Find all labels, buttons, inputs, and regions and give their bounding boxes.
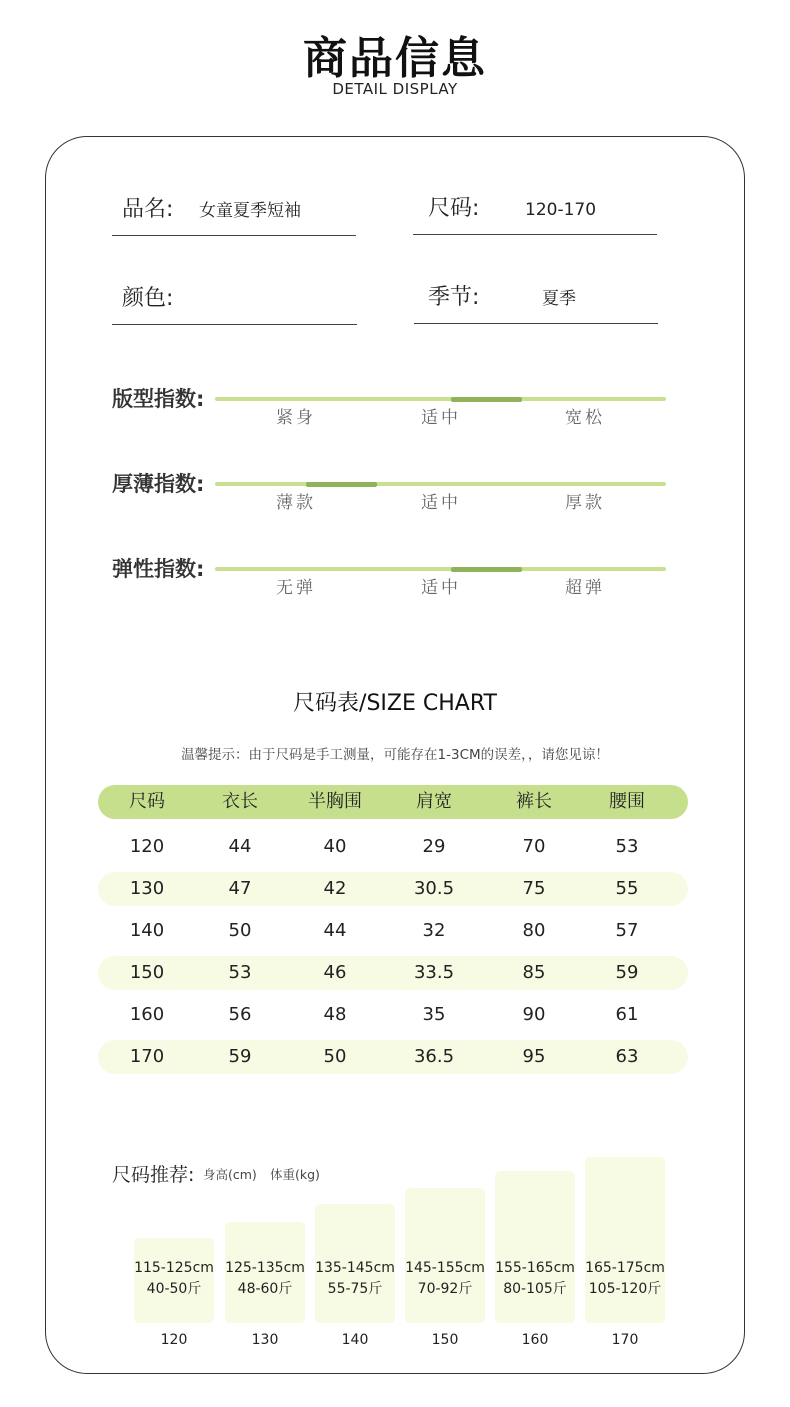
size-table-cell: 85 bbox=[522, 962, 546, 983]
index-label: 弹性指数: bbox=[112, 557, 205, 581]
recommend-weight: 55-75斤 bbox=[327, 1281, 383, 1297]
size-chart-title: 尺码表/SIZE CHART bbox=[293, 691, 497, 716]
size-table-cell: 80 bbox=[522, 920, 546, 941]
index-option: 无弹 bbox=[276, 578, 316, 598]
index-option: 厚款 bbox=[565, 493, 605, 513]
size-table-cell: 40 bbox=[323, 836, 347, 857]
page-title: 商品信息 bbox=[303, 33, 487, 84]
recommend-bar bbox=[495, 1171, 575, 1323]
size-table-cell: 57 bbox=[615, 920, 639, 941]
recommend-size: 160 bbox=[521, 1332, 549, 1348]
field-size-value: 120-170 bbox=[525, 200, 597, 220]
size-chart-note: 温馨提示：由于尺码是手工测量，可能存在1-3CM的误差，，请您见谅！ bbox=[181, 747, 609, 763]
recommend-size: 140 bbox=[341, 1332, 369, 1348]
recommend-height: 135-145cm bbox=[315, 1260, 395, 1276]
recommend-bar-label bbox=[581, 1258, 669, 1300]
recommend-height: 145-155cm bbox=[405, 1260, 485, 1276]
size-table-cell: 59 bbox=[615, 962, 639, 983]
size-table-header-cell: 肩宽 bbox=[416, 791, 452, 812]
size-table-header-cell: 衣长 bbox=[222, 791, 258, 812]
recommend-bar-label bbox=[130, 1258, 218, 1300]
size-table-row bbox=[98, 1040, 688, 1074]
size-table-cell: 53 bbox=[228, 962, 252, 983]
size-table-cell: 150 bbox=[129, 962, 165, 983]
recommend-height: 165-175cm bbox=[585, 1260, 665, 1276]
size-table-cell: 30.5 bbox=[413, 878, 455, 899]
size-table-row bbox=[98, 914, 688, 948]
recommend-bar bbox=[405, 1188, 485, 1323]
recommend-size: 170 bbox=[611, 1332, 639, 1348]
index-option: 适中 bbox=[421, 408, 461, 428]
size-table-header bbox=[98, 785, 688, 819]
recommend-height: 155-165cm bbox=[495, 1260, 575, 1276]
recommend-bar-label bbox=[311, 1258, 399, 1300]
size-table-row bbox=[98, 830, 688, 864]
size-table-cell: 59 bbox=[228, 1046, 252, 1067]
index-label: 厚薄指数: bbox=[112, 472, 205, 496]
size-table-row bbox=[98, 998, 688, 1032]
recommend-height: 125-135cm bbox=[225, 1260, 305, 1276]
recommend-bar-label bbox=[491, 1258, 579, 1300]
recommend-height-label: 身高(cm) bbox=[203, 1167, 257, 1182]
index-option: 适中 bbox=[421, 578, 461, 598]
size-table-cell: 55 bbox=[615, 878, 639, 899]
size-table-header-cell: 尺码 bbox=[129, 791, 165, 812]
recommend-weight: 105-120斤 bbox=[588, 1281, 662, 1297]
recommend-weight-label: 体重(kg) bbox=[270, 1167, 320, 1182]
index-track bbox=[215, 397, 666, 401]
page-subtitle: DETAIL DISPLAY bbox=[332, 80, 458, 98]
size-table-cell: 35 bbox=[422, 1004, 446, 1025]
size-table-cell: 36.5 bbox=[413, 1046, 455, 1067]
recommend-title: 尺码推荐: bbox=[112, 1164, 195, 1186]
index-option: 紧身 bbox=[276, 408, 316, 428]
field-name bbox=[112, 196, 356, 236]
index-option: 薄款 bbox=[276, 493, 316, 513]
recommend-weight: 48-60斤 bbox=[237, 1281, 293, 1297]
index-option: 宽松 bbox=[565, 408, 605, 428]
field-color bbox=[112, 285, 357, 325]
size-table-cell: 46 bbox=[323, 962, 347, 983]
size-table-cell: 75 bbox=[522, 878, 546, 899]
field-size-label: 尺码: bbox=[428, 196, 480, 221]
recommend-size: 130 bbox=[251, 1332, 279, 1348]
index-selected-marker bbox=[306, 482, 377, 487]
recommend-size: 120 bbox=[160, 1332, 188, 1348]
size-table-cell: 70 bbox=[522, 836, 546, 857]
recommend-weight: 70-92斤 bbox=[417, 1281, 473, 1297]
size-table-cell: 170 bbox=[129, 1046, 165, 1067]
size-table-cell: 44 bbox=[228, 836, 252, 857]
index-label: 版型指数: bbox=[112, 387, 205, 411]
field-size bbox=[413, 195, 657, 235]
field-season-value: 夏季 bbox=[542, 289, 576, 309]
recommend-height: 115-125cm bbox=[134, 1260, 214, 1276]
size-table-cell: 130 bbox=[129, 878, 165, 899]
size-table-cell: 47 bbox=[228, 878, 252, 899]
recommend-size: 150 bbox=[431, 1332, 459, 1348]
size-table-cell: 53 bbox=[615, 836, 639, 857]
size-table-cell: 63 bbox=[615, 1046, 639, 1067]
index-selected-marker bbox=[451, 567, 522, 572]
index-track bbox=[215, 482, 666, 486]
size-table-cell: 50 bbox=[228, 920, 252, 941]
size-table-cell: 120 bbox=[129, 836, 165, 857]
field-name-label: 品名: bbox=[122, 197, 174, 222]
index-track bbox=[215, 567, 666, 571]
size-table-header-cell: 裤长 bbox=[516, 791, 552, 812]
recommend-bar-label bbox=[221, 1258, 309, 1300]
field-color-label: 颜色: bbox=[122, 286, 174, 311]
index-1 bbox=[112, 383, 672, 433]
size-table-cell: 32 bbox=[422, 920, 446, 941]
size-table-row bbox=[98, 872, 688, 906]
size-table-cell: 33.5 bbox=[413, 962, 455, 983]
size-table-cell: 42 bbox=[323, 878, 347, 899]
index-option: 适中 bbox=[421, 493, 461, 513]
index-selected-marker bbox=[451, 397, 522, 402]
size-table-cell: 61 bbox=[615, 1004, 639, 1025]
size-table-header-cell: 腰围 bbox=[609, 791, 645, 812]
index-option: 超弹 bbox=[565, 578, 605, 598]
size-table-cell: 90 bbox=[522, 1004, 546, 1025]
index-2 bbox=[112, 468, 672, 518]
size-table-cell: 50 bbox=[323, 1046, 347, 1067]
size-table-cell: 44 bbox=[323, 920, 347, 941]
size-table-cell: 160 bbox=[129, 1004, 165, 1025]
size-table-cell: 29 bbox=[422, 836, 446, 857]
index-3 bbox=[112, 553, 672, 603]
size-table-cell: 56 bbox=[228, 1004, 252, 1025]
recommend-weight: 40-50斤 bbox=[146, 1281, 202, 1297]
size-table-row bbox=[98, 956, 688, 990]
recommend-weight: 80-105斤 bbox=[503, 1281, 567, 1297]
field-name-value: 女童夏季短袖 bbox=[199, 201, 301, 221]
size-table-cell: 140 bbox=[129, 920, 165, 941]
recommend-bar-label bbox=[401, 1258, 489, 1300]
size-table-cell: 95 bbox=[522, 1046, 546, 1067]
size-table-header-cell: 半胸围 bbox=[308, 791, 362, 812]
field-season-label: 季节: bbox=[428, 285, 480, 310]
field-season bbox=[414, 284, 658, 324]
size-table-cell: 48 bbox=[323, 1004, 347, 1025]
